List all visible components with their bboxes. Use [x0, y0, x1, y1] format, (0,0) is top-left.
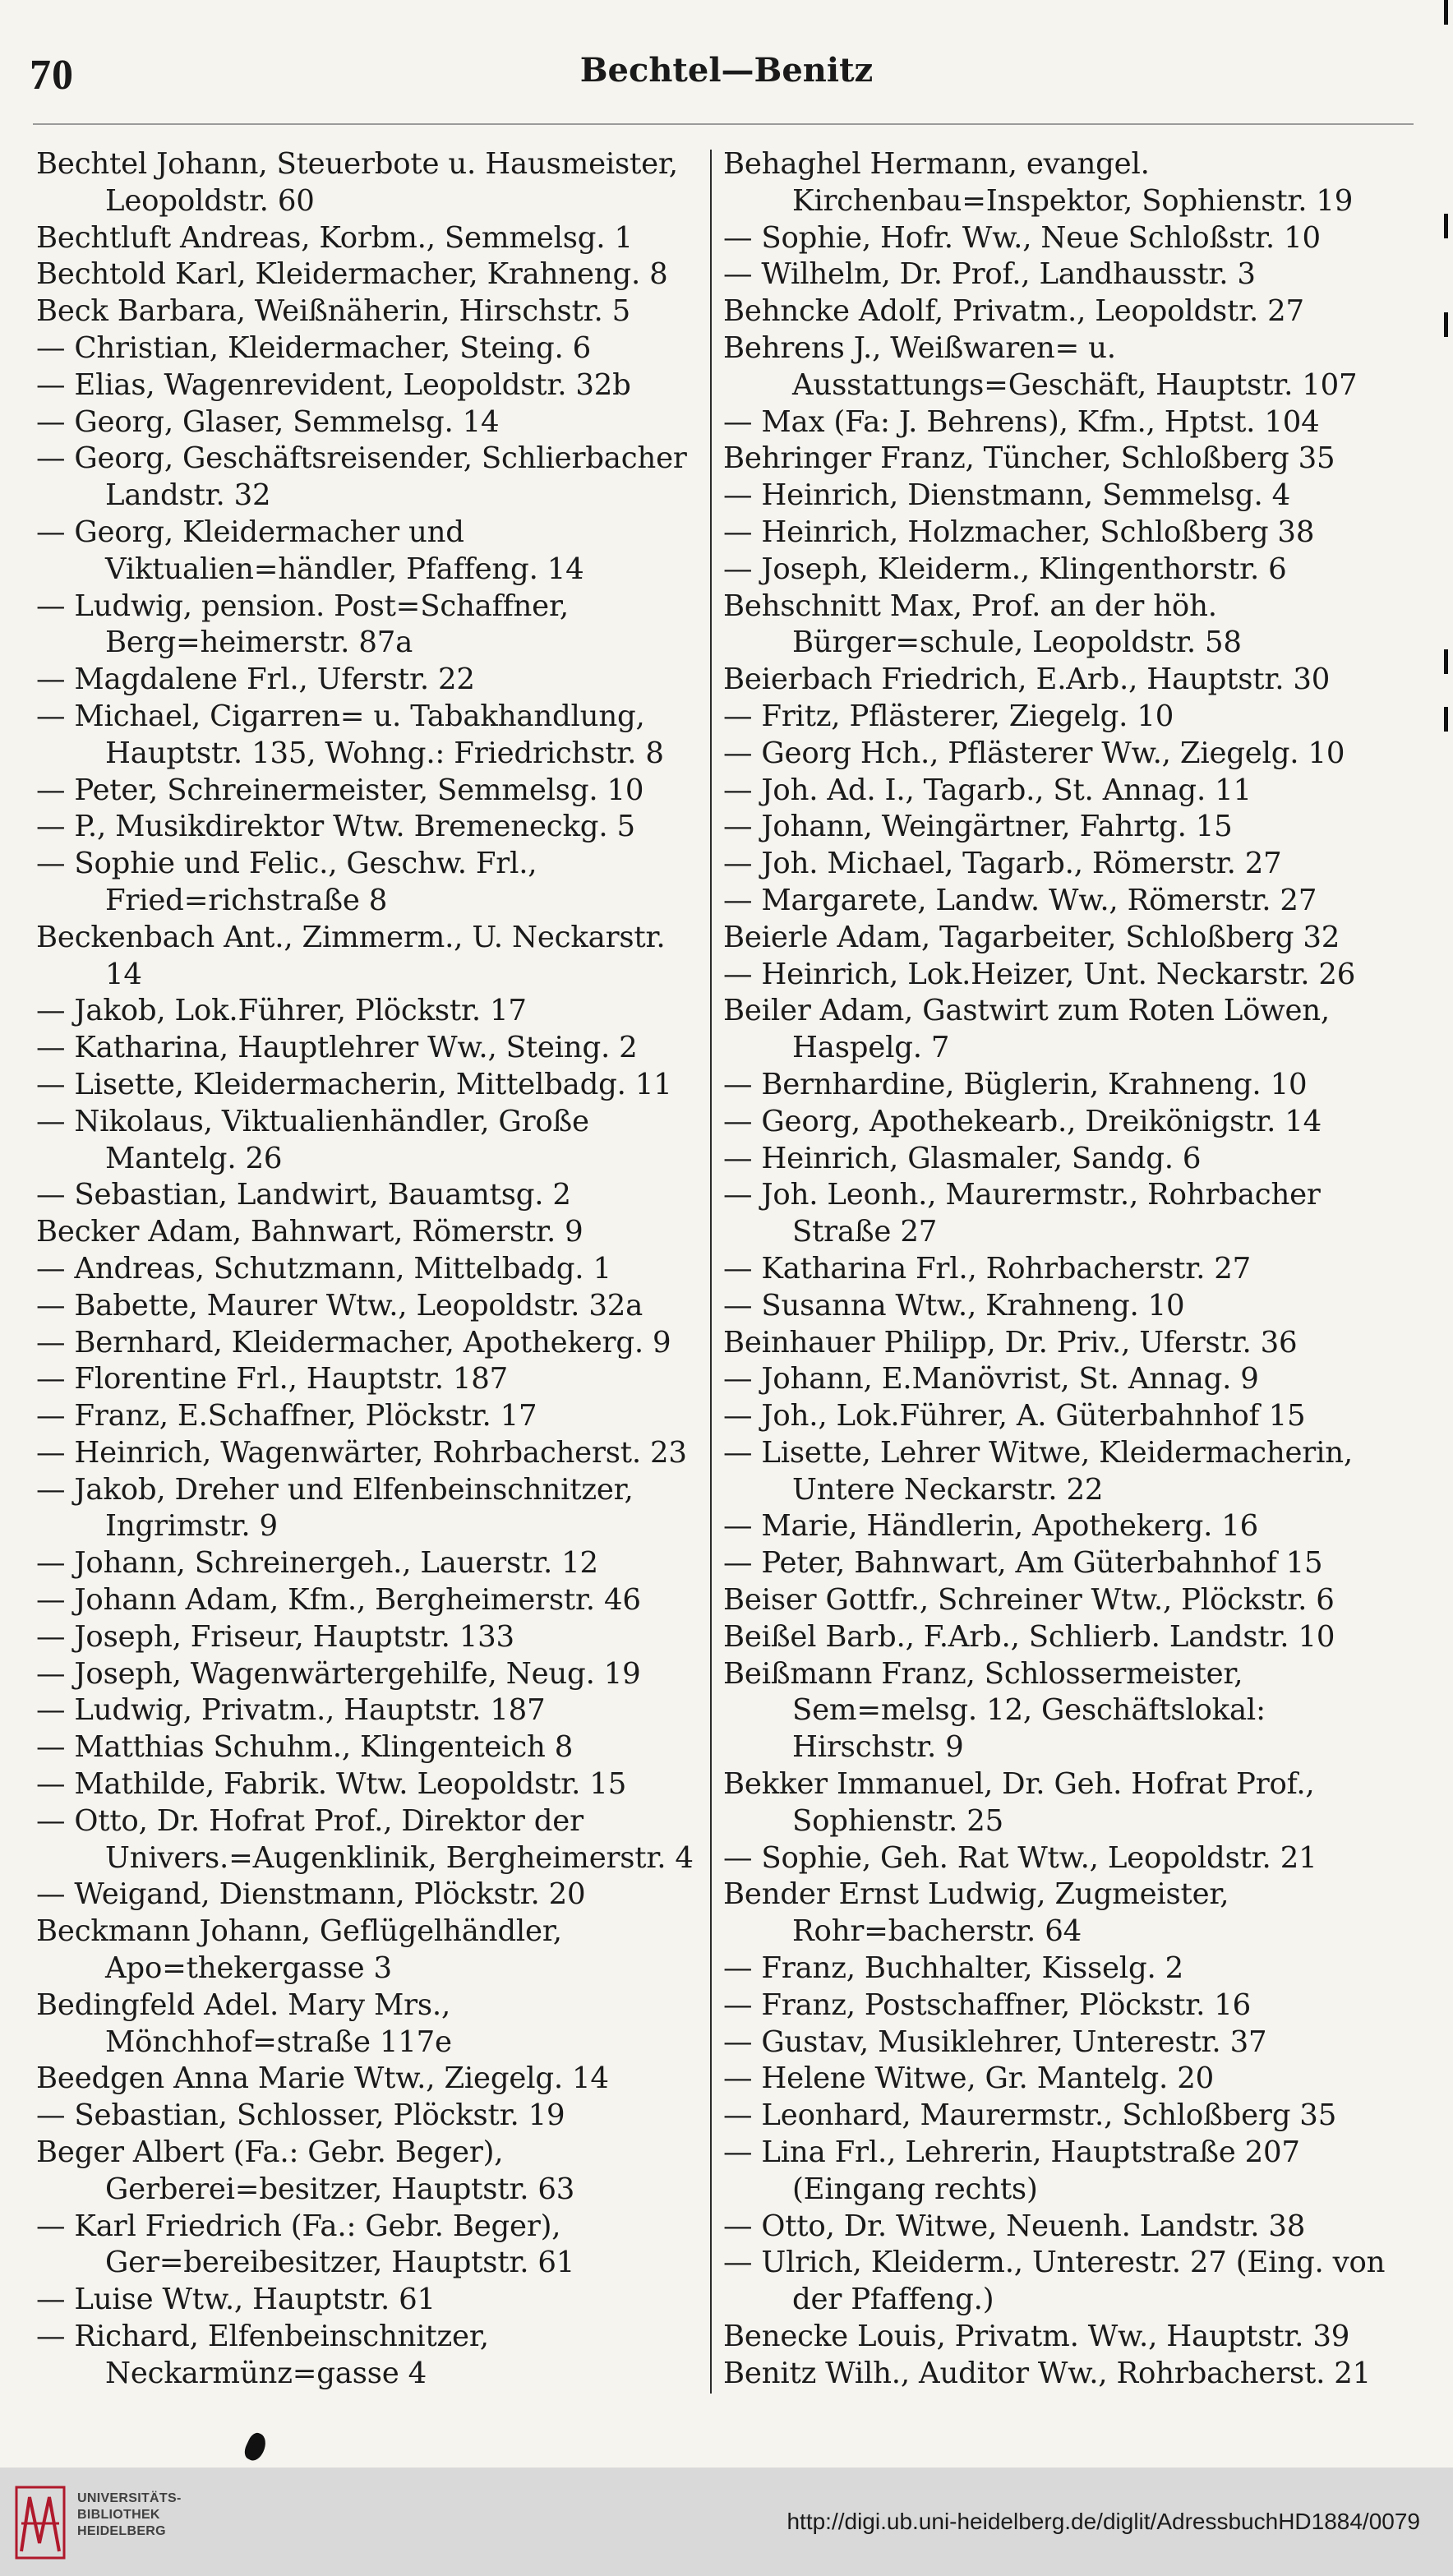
directory-entry: Beißmann Franz, Schlossermeister, Sem=melsg. 12, Geschäftslokal: Hirschstr. 9	[723, 1656, 1266, 1765]
directory-entry: — Bernhard, Kleidermacher, Apothekerg. 9	[36, 1325, 671, 1360]
directory-entry: — Katharina, Hauptlehrer Ww., Steing. 2	[36, 1031, 638, 1065]
directory-entry: — Lina Frl., Lehrerin, Hauptstraße 207 (Eingang rechts)	[723, 2135, 1300, 2206]
column-divider	[710, 150, 712, 2394]
directory-entry: — Heinrich, Glasmaler, Sandg. 6	[723, 1141, 1202, 1175]
directory-entry: — Leonhard, Maurermstr., Schloßberg 35	[723, 2098, 1337, 2133]
directory-entry: — Sebastian, Schlosser, Plöckstr. 19	[36, 2098, 565, 2133]
directory-entry: — Wilhelm, Dr. Prof., Landhausstr. 3	[723, 257, 1256, 292]
directory-entry: — Fritz, Pflästerer, Ziegelg. 10	[723, 699, 1174, 733]
directory-entry: — Jakob, Lok.Führer, Plöckstr. 17	[36, 994, 527, 1028]
edge-mark	[1444, 0, 1448, 25]
directory-entry: — Otto, Dr. Hofrat Prof., Direktor der Univers.=Augenklinik, Bergheimerstr. 4	[36, 1803, 694, 1875]
library-name-line: UNIVERSITÄTS-	[77, 2491, 182, 2505]
directory-entry: — Elias, Wagenrevident, Leopoldstr. 32b	[36, 367, 631, 402]
directory-entry: — Richard, Elfenbeinschnitzer, Neckarmünz=gasse 4	[36, 2320, 489, 2390]
library-name	[77, 2491, 182, 2540]
directory-entry: — Ludwig, Privatm., Hauptstr. 187	[36, 1693, 546, 1728]
edge-mark	[1444, 707, 1448, 732]
directory-entry: — Karl Friedrich (Fa.: Gebr. Beger), Ger=bereibesitzer, Hauptstr. 61	[36, 2209, 575, 2280]
directory-entry: — Florentine Frl., Hauptstr. 187	[36, 1362, 509, 1396]
directory-entry: — Joseph, Wagenwärtergehilfe, Neug. 19	[36, 1656, 641, 1691]
directory-entry: Beckenbach Ant., Zimmerm., U. Neckarstr. 14	[36, 920, 666, 991]
directory-entry: Beierle Adam, Tagarbeiter, Schloßberg 32	[723, 920, 1340, 954]
directory-entry: — Franz, Postschaffner, Plöckstr. 16	[723, 1987, 1252, 2022]
directory-entry: — Lisette, Lehrer Witwe, Kleidermacherin, Untere Neckarstr. 22	[723, 1435, 1353, 1507]
directory-entry: Benecke Louis, Privatm. Ww., Hauptstr. 39	[723, 2320, 1350, 2354]
directory-entry: — Franz, Buchhalter, Kisselg. 2	[723, 1951, 1184, 1986]
directory-entry: — Babette, Maurer Wtw., Leopoldstr. 32a	[36, 1288, 643, 1323]
directory-entry: — Max (Fa: J. Behrens), Kfm., Hptst. 104	[723, 404, 1320, 439]
directory-entry: Beedgen Anna Marie Wtw., Ziegelg. 14	[36, 2061, 609, 2096]
directory-entry: — Marie, Händlerin, Apothekerg. 16	[723, 1509, 1259, 1544]
directory-entry: — Joh., Lok.Führer, A. Güterbahnhof 15	[723, 1399, 1306, 1433]
directory-entry: — Sebastian, Landwirt, Bauamtsg. 2	[36, 1178, 571, 1212]
source-url-link[interactable]: http://digi.ub.uni-heidelberg.de/diglit/AdressbuchHD1884/0079	[786, 2509, 1420, 2534]
directory-entry: Behrens J., Weißwaren= u. Ausstattungs=Geschäft, Hauptstr. 107	[723, 330, 1358, 402]
library-name-line: BIBLIOTHEK	[77, 2508, 160, 2522]
directory-entry: Benitz Wilh., Auditor Ww., Rohrbacherst. 21	[723, 2356, 1372, 2390]
directory-entry: — Bernhardine, Büglerin, Krahneng. 10	[723, 1067, 1308, 1101]
directory-entry: Bechtluft Andreas, Korbm., Semmelsg. 1	[36, 220, 633, 255]
directory-entry: Becker Adam, Bahnwart, Römerstr. 9	[36, 1215, 584, 1249]
directory-entry: — Heinrich, Wagenwärter, Rohrbacherst. 23	[36, 1435, 687, 1470]
directory-entry: — Lisette, Kleidermacherin, Mittelbadg. 11	[36, 1067, 672, 1101]
directory-entry: Beger Albert (Fa.: Gebr. Beger), Gerberei=besitzer, Hauptstr. 63	[36, 2135, 575, 2206]
directory-entry: — Joseph, Kleiderm., Klingenthorstr. 6	[723, 552, 1287, 586]
directory-entry: — Joh. Michael, Tagarb., Römerstr. 27	[723, 847, 1282, 881]
directory-entry: — Georg, Kleidermacher und Viktualien=händler, Pfaffeng. 14	[36, 515, 584, 586]
directory-entry: — Georg, Apothekearb., Dreikönigstr. 14	[723, 1104, 1322, 1138]
directory-entry: Bedingfeld Adel. Mary Mrs., Mönchhof=straße 117e	[36, 1987, 452, 2059]
directory-entry: Behringer Franz, Tüncher, Schloßberg 35	[723, 441, 1335, 476]
edge-mark	[1444, 649, 1448, 674]
directory-entry: — Christian, Kleidermacher, Steing. 6	[36, 330, 592, 365]
directory-entry: — Mathilde, Fabrik. Wtw. Leopoldstr. 15	[36, 1767, 627, 1802]
directory-entry: Beißel Barb., F.Arb., Schlierb. Landstr. 10	[723, 1619, 1335, 1654]
directory-entry: — Johann, E.Manövrist, St. Annag. 9	[723, 1362, 1259, 1396]
right-column	[723, 146, 1410, 2398]
directory-entry: — Peter, Bahnwart, Am Güterbahnhof 15	[723, 1546, 1323, 1581]
library-name-line: HEIDELBERG	[77, 2524, 166, 2538]
directory-entry: — Johann, Weingärtner, Fahrtg. 15	[723, 810, 1233, 844]
directory-entry: — Ulrich, Kleiderm., Unterestr. 27 (Eing. von der Pfaffeng.)	[723, 2246, 1386, 2317]
directory-entry: Beckmann Johann, Geflügelhändler, Apo=thekergasse 3	[36, 1914, 562, 1986]
directory-entry: Beiser Gottfr., Schreiner Wtw., Plöckstr. 6	[723, 1583, 1335, 1618]
directory-entry: Bechtold Karl, Kleidermacher, Krahneng. 8	[36, 257, 668, 292]
header-rule	[33, 123, 1414, 125]
directory-entry: — Joh. Ad. I., Tagarb., St. Annag. 11	[723, 773, 1252, 807]
edge-mark	[1444, 214, 1448, 238]
directory-entry: — Jakob, Dreher und Elfenbeinschnitzer, Ingrimstr. 9	[36, 1472, 634, 1544]
directory-entry: — Weigand, Dienstmann, Plöckstr. 20	[36, 1877, 586, 1912]
page-number: 70	[30, 52, 74, 99]
directory-entry: — Andreas, Schutzmann, Mittelbadg. 1	[36, 1251, 611, 1286]
directory-entry: — Nikolaus, Viktualienhändler, Große Mantelg. 26	[36, 1104, 589, 1175]
directory-entry: — Margarete, Landw. Ww., Römerstr. 27	[723, 883, 1317, 917]
directory-entry: — Peter, Schreinermeister, Semmelsg. 10	[36, 773, 644, 807]
directory-entry: — Franz, E.Schaffner, Plöckstr. 17	[36, 1399, 537, 1433]
directory-entry: — Michael, Cigarren= u. Tabakhandlung, Hauptstr. 135, Wohng.: Friedrichstr. 8	[36, 699, 664, 770]
directory-entry: Bekker Immanuel, Dr. Geh. Hofrat Prof., Sophienstr. 25	[723, 1767, 1315, 1838]
directory-entry: — P., Musikdirektor Wtw. Bremeneckg. 5	[36, 810, 635, 844]
directory-entry: — Sophie, Geh. Rat Wtw., Leopoldstr. 21	[723, 1840, 1317, 1875]
directory-entry: — Johann, Schreinergeh., Lauerstr. 12	[36, 1546, 598, 1581]
directory-entry: — Joseph, Friseur, Hauptstr. 133	[36, 1619, 514, 1654]
university-library-logo-icon	[15, 2486, 66, 2560]
directory-entry: Bechtel Johann, Steuerbote u. Hausmeister, Leopoldstr. 60	[36, 147, 678, 218]
directory-entry: — Helene Witwe, Gr. Mantelg. 20	[723, 2061, 1214, 2096]
directory-entry: Beck Barbara, Weißnäherin, Hirschstr. 5	[36, 294, 631, 329]
directory-entry: Bender Ernst Ludwig, Zugmeister, Rohr=bacherstr. 64	[723, 1877, 1229, 1949]
directory-entry: Beierbach Friedrich, E.Arb., Hauptstr. 30	[723, 662, 1331, 697]
ink-blot	[242, 2431, 270, 2463]
directory-entry: — Georg, Glaser, Semmelsg. 14	[36, 404, 500, 439]
running-title: Bechtel—Benitz	[579, 51, 874, 90]
directory-entry: — Luise Wtw., Hauptstr. 61	[36, 2283, 436, 2317]
directory-entry: Behaghel Hermann, evangel. Kirchenbau=Inspektor, Sophienstr. 19	[723, 147, 1354, 218]
directory-entry: — Susanna Wtw., Krahneng. 10	[723, 1288, 1185, 1323]
directory-entry: Behncke Adolf, Privatm., Leopoldstr. 27	[723, 294, 1304, 329]
edge-mark	[1444, 312, 1448, 337]
directory-entry: — Magdalene Frl., Uferstr. 22	[36, 662, 475, 697]
directory-entry: — Georg, Geschäftsreisender, Schlierbacher Landstr. 32	[36, 441, 687, 513]
directory-entry: — Heinrich, Lok.Heizer, Unt. Neckarstr. 26	[723, 957, 1356, 991]
directory-entry: — Gustav, Musiklehrer, Unterestr. 37	[723, 2024, 1267, 2059]
left-column	[36, 146, 710, 2398]
directory-entry: — Joh. Leonh., Maurermstr., Rohrbacher Straße 27	[723, 1178, 1321, 1249]
directory-entry: Behschnitt Max, Prof. an der höh. Bürger=schule, Leopoldstr. 58	[723, 589, 1242, 660]
directory-entry: — Sophie, Hofr. Ww., Neue Schloßstr. 10	[723, 220, 1321, 255]
directory-entry: — Georg Hch., Pflästerer Ww., Ziegelg. 10	[723, 736, 1345, 770]
directory-entry: — Johann Adam, Kfm., Bergheimerstr. 46	[36, 1583, 641, 1618]
directory-entry: — Sophie und Felic., Geschw. Frl., Fried=richstraße 8	[36, 847, 537, 917]
directory-entry: — Heinrich, Dienstmann, Semmelsg. 4	[723, 478, 1291, 513]
directory-entry: — Ludwig, pension. Post=Schaffner, Berg=heimerstr. 87a	[36, 589, 569, 660]
directory-entry: — Matthias Schuhm., Klingenteich 8	[36, 1730, 574, 1765]
directory-entry: — Heinrich, Holzmacher, Schloßberg 38	[723, 515, 1315, 549]
directory-entry: Beiler Adam, Gastwirt zum Roten Löwen, Haspelg. 7	[723, 994, 1331, 1065]
directory-entry: Beinhauer Philipp, Dr. Priv., Uferstr. 36	[723, 1325, 1298, 1360]
directory-entry: — Otto, Dr. Witwe, Neuenh. Landstr. 38	[723, 2209, 1306, 2243]
directory-entry: — Katharina Frl., Rohrbacherstr. 27	[723, 1251, 1252, 1286]
